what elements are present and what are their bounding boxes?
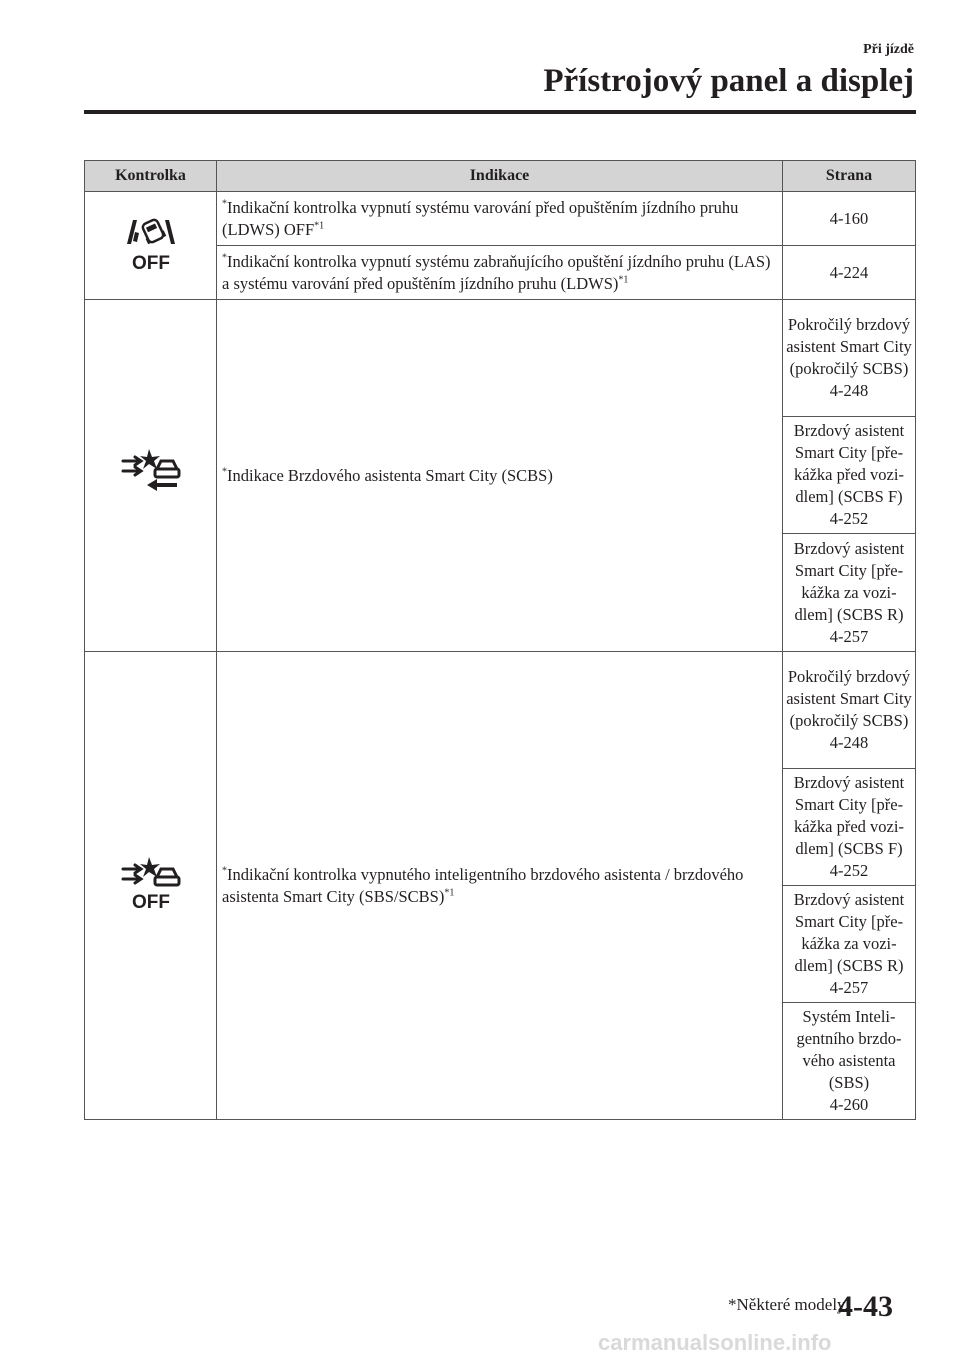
indicator-table	[84, 160, 916, 1120]
page-reference	[783, 246, 916, 300]
footnote: *Některé modely.	[728, 1295, 849, 1314]
icon-cell	[85, 192, 217, 300]
page-number-ref: 4-252	[829, 861, 869, 880]
page-number-ref: 4-257	[829, 978, 869, 997]
page-reference	[783, 417, 916, 534]
page-number-ref: 4-224	[829, 262, 869, 282]
indication-text: *Indikační kontrolka vypnutí systému zabraňujícího opuštění jízdního pruhu (LAS) a systému varování před opuštěním jízdního pruhu (LDWS)$^{*1}$	[217, 246, 783, 300]
indication-text: *Indikační kontrolka vypnutí systému varování před opuštěním jízdního pruhu (LDWS) OFF$^{*1}$	[217, 192, 783, 246]
svg-text:OFF: OFF	[131, 892, 170, 911]
table-row	[85, 192, 916, 246]
col-header-indikace: Indikace	[217, 161, 783, 192]
table-row	[85, 300, 916, 417]
page-ref-label: Pokročilý brzdový asistent Smart City (pokročilý SCBS)	[786, 315, 912, 378]
page-title: Přístrojový panel a displej	[543, 63, 914, 99]
ldws-off-icon	[121, 214, 181, 272]
scbs-icon	[119, 447, 183, 499]
watermark: carmanualsonline.info	[598, 1330, 832, 1355]
page-reference	[783, 300, 916, 417]
page-number: 4-43	[838, 1290, 893, 1323]
icon-cell	[85, 300, 217, 652]
page-reference	[783, 769, 916, 886]
page-ref-label: Pokročilý brzdový asistent Smart City (pokročilý SCBS)	[786, 667, 912, 730]
section-title: Při jízdě	[863, 42, 914, 57]
page-ref-label: Brzdový asistent Smart City [překážka za vozidlem] (SCBS R)	[793, 538, 905, 624]
page-reference	[783, 1003, 916, 1120]
page-ref-label: Brzdový asistent Smart City [překážka za vozidlem] (SCBS R)	[793, 890, 905, 975]
icon-cell	[85, 652, 217, 1120]
page-reference	[783, 652, 916, 769]
page-header	[543, 42, 914, 100]
page-ref-label: Systém Inteligentního brzdového asistenta (SBS)	[796, 1007, 902, 1092]
page-number-ref: 4-260	[829, 1095, 869, 1114]
page-number-ref: 4-252	[829, 509, 869, 528]
header-rule	[84, 110, 916, 114]
page-ref-label: Brzdový asistent Smart City [překážka před vozidlem] (SCBS F)	[793, 773, 905, 858]
page-number-ref: 4-248	[829, 733, 869, 752]
sbs-scbs-off-icon	[119, 855, 183, 911]
page-number-ref: 4-160	[829, 208, 869, 228]
page-number-ref: 4-248	[829, 381, 869, 400]
page-number-ref: 4-257	[829, 626, 869, 646]
table-header-row	[85, 161, 916, 192]
col-header-strana: Strana	[783, 161, 916, 192]
col-header-kontrolka: Kontrolka	[85, 161, 217, 192]
page-reference	[783, 534, 916, 652]
page-reference	[783, 886, 916, 1003]
page-reference	[783, 192, 916, 246]
page-ref-label: Brzdový asistent Smart City [překážka před vozidlem] (SCBS F)	[793, 421, 905, 506]
table-row	[85, 652, 916, 769]
svg-text:OFF: OFF	[131, 253, 170, 272]
indication-text: *Indikační kontrolka vypnutého inteligentního brzdového asistenta / brzdového asistenta Smart City (SBS/SCBS)$^{*1}$	[217, 652, 783, 1120]
indication-text: *Indikace Brzdového asistenta Smart City (SCBS)	[217, 300, 783, 652]
